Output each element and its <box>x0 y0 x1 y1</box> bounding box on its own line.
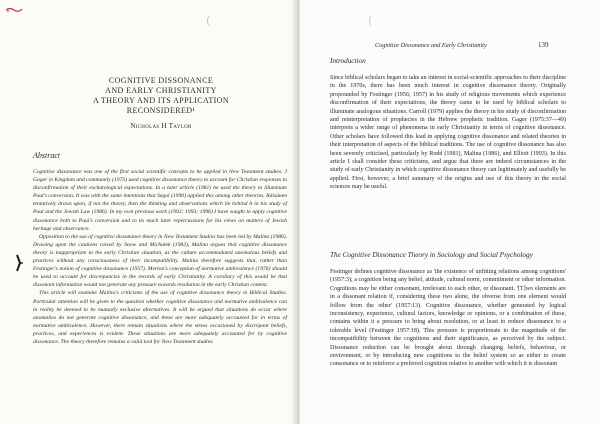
article-title-line-3: A THEORY AND ITS APPLICATION RECONSIDERED¹ <box>92 96 230 115</box>
page-number: 139 <box>538 41 549 49</box>
left-page <box>0 0 296 424</box>
theory-section-heading: The Cognitive Dissonance Theory in Sociology and Social Psychology <box>330 251 533 259</box>
running-head: Cognitive Dissonance and Early Christianity <box>375 42 487 49</box>
introduction-heading: Introduction <box>330 57 366 65</box>
theory-paragraph: Festinger defines cognitive dissonance as 'the existence of unfitting relations among cognitions' (1957:3); a cognition being any belief, attitude, cultural norm, commitment or other information. Cognitions may be either consonant, irrelevant to each other, or dissonant. '[T]wo elements are in a dissonant relation if, considering these two alone, the obverse from one element would follow from the other' (1957:13). Cognitive dissonance, whether generated by logical inconsistency, experience, cultural factors, knowledge or opinions, or a combination of these, contains within it a pressure to bring about resolution, or at least to reduce dissonance to a tolerable level (Festinger 1957:18). This pressure is proportionate to the magnitude of the incompatibility between the cognitions and their significance, as perceived by the subject. Dissonance reduction can be brought about through changing beliefs, behaviour, or environment, or by introducing new cognitions to the belief system so as either to create consonance or to reinforce a preferred cognition relative to another with which it is dissonant <box>330 269 566 368</box>
abstract-paragraph-1: Cognitive dissonance was one of the first social scientific concepts to be applied in New Testament studies. J Gager in Kingdom and community (1975) used cognitive dissonance theory to account for Christian responses to disconfirmation of their eschatological expectations. In a later article (1981) he used the theory to illuminate Paul's conversion. It was with the same intentions that Segal (1990) applied this among other theories. Räisänen tentatively draws upon, if not the theory, then the thinking and observations which lie behind it in his study of Paul and the Jewish Law (1986). In my own previous work (1992; 1993; 1996) I have sought to apply cognitive dissonance both to Paul's conversion and to its much later repercussions for his views on matters of Jewish heritage and observance. <box>33 169 287 232</box>
article-title-block <box>72 76 250 130</box>
introduction-paragraph: Since biblical scholars began to take an interest in social-scientific approaches to their discipline in the 1970s, there has been much interest in cognitive dissonance theory. Originally propounded by Festinger (1956; 1957) in his study of religious movements which experience disconfirmation of their expectations, the theory came to be used by biblical scholars to illuminate analogous situations. Carroll (1979) applies the theory in his study of disconfirmation and reinterpretation of prophecies in the Hebrew prophetic tradition. Gager (1975:37—49) interprets a wider range of phenomena in early Christianity in terms of cognitive dissonance. Other scholars have followed this lead in applying cognitive dissonance and related theories in their interpretation of aspects of the biblical traditions. The use of cognitive dissonance has also been severely criticised, particularly by Rodd (1981), Malina (1986), and Elliott (1993). In this article I shall consider these criticisms, and argue that there are indeed circumstances in the study of early Christianity in which cognitive dissonance theory can legitimately and usefully be applied. First, however, a brief summary of the origins and use of this theory in the social sciences may be useful. <box>330 75 566 191</box>
scan-bracket-mark: ( <box>368 14 373 27</box>
abstract-paragraph-3: This article will examine Malina's criticisms of the use of cognitive dissonance theory in Biblical Studies. Particular attention will be given to the question whether cognitive dissonance and normative ambivalence can in reality be deemed to be mutually exclusive alternatives. It will be argued that situations do occur where anomalies do not generate cognitive dissonance, and these are more adequately accounted for in terms of normative ambivalence. However, there remain situations where the stress occasioned by discrepant beliefs, practices, and experiences is evident. These situations are more adequately accounted for by cognitive dissonance. The theory therefore remains a valid tool for New Testament studies. <box>33 290 287 345</box>
abstract-paragraph-2: Opposition to the use of cognitive dissonance theory in New Testament Studies has been led by Malina (1986). Drawing upon the cautions raised by Snow and Michalek (1982), Malina argues that cognitive dissonance theory is inappropriate to the early Christian situation, as the culture accommodated anomalous beliefs and practices without any consciousness of their incompatibility. Malina therefore suggests that, rather than Festinger's notion of cognitive dissonance (1957), Merton's conception of normative ambivalence (1976) should be used to account for discrepancies in the records of early Christianity. A corollary of this would be that dissonant information would not generate any pressure towards resolution in the early Christian context. <box>33 233 287 289</box>
author-name: Nicholas H Taylor <box>130 122 192 130</box>
abstract-heading: Abstract <box>33 151 61 160</box>
red-ink-mark <box>4 4 24 14</box>
article-title-line-1: COGNITIVE DISSONANCE <box>108 76 214 85</box>
margin-pen-mark <box>14 254 24 272</box>
introduction-body <box>330 74 566 192</box>
article-title-line-2: AND EARLY CHRISTIANITY <box>105 86 217 95</box>
abstract-body <box>33 168 287 346</box>
scan-bracket-mark: ( <box>206 14 211 27</box>
theory-section-body <box>330 268 566 369</box>
